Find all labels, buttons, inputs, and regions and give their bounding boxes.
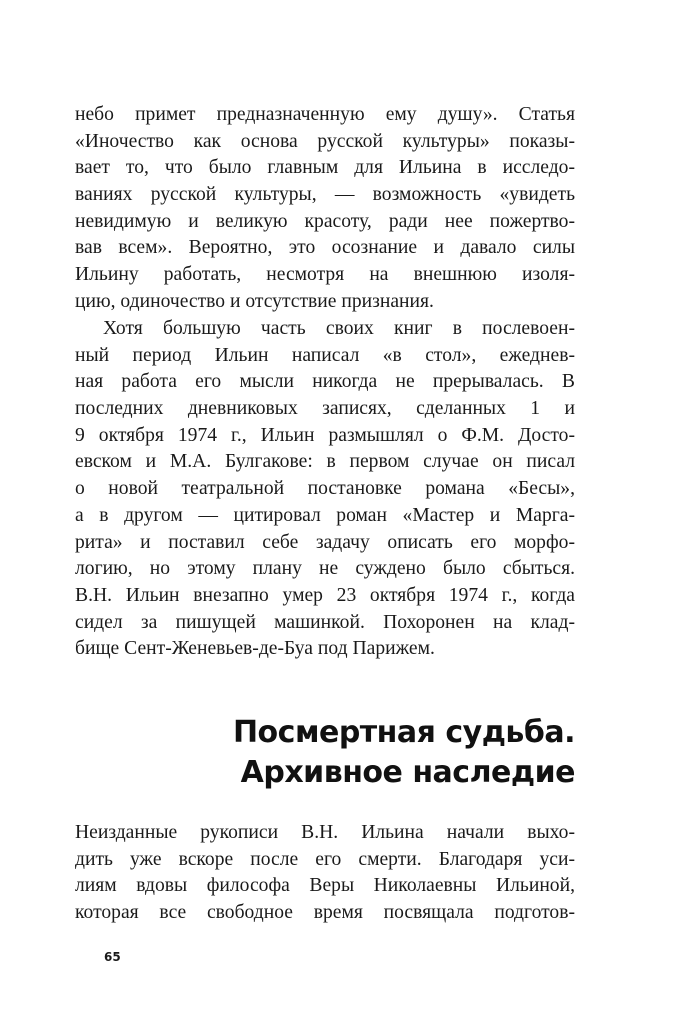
paragraph-line: последних дневниковых записях, сделанных 1 и (75, 398, 575, 420)
paragraph-3 (75, 820, 575, 927)
paragraph-line: бище Сент-Женевьев-де-Буа под Парижем. (75, 638, 435, 660)
paragraph-line: евском и М.А. Булгакове: в первом случае он писал (75, 451, 575, 473)
paragraph-line: Неизданные рукописи В.Н. Ильина начали выхо- (75, 822, 575, 843)
paragraph-line: «Иночество как основа русской культуры» показы- (75, 130, 575, 152)
paragraph-line: о новой театральной постановке романа «Бесы», (75, 478, 575, 500)
paragraph-line: вав всем». Вероятно, это осознание и давало силы (75, 237, 575, 259)
paragraph-line: логию, но этому плану не суждено было сбыться. (75, 558, 575, 580)
paragraph-line: В.Н. Ильин внезапно умер 23 октября 1974 г., когда (75, 584, 575, 606)
paragraph-line: 9 октября 1974 г., Ильин размышлял о Ф.М. Досто- (75, 424, 575, 446)
section-heading-line-2: Архивное наследие (240, 755, 575, 790)
section-heading-line-1: Посмертная судьба. (232, 715, 575, 750)
paragraph-line: которая все свободное время посвящала подготов- (75, 902, 575, 924)
paragraph-line: ная работа его мысли никогда не прерывалась. В (75, 371, 575, 393)
paragraph-line: дить уже вскоре после его смерти. Благодаря уси- (75, 848, 575, 870)
paragraph-line: ный период Ильин написал «в стол», ежеднев- (75, 344, 575, 366)
paragraph-line: цию, одиночество и отсутствие признания. (75, 290, 434, 312)
paragraph-line: ваниях русской культуры, — возможность «увидеть (75, 184, 575, 206)
paragraph-line: лиям вдовы философа Веры Николаевны Ильиной, (75, 875, 575, 897)
paragraph-2 (75, 316, 575, 663)
paragraph-line: Ильину работать, несмотря на внешнюю изоля- (75, 264, 575, 286)
paragraph-line: рита» и поставил себе задачу описать его морфо- (75, 531, 575, 553)
paragraph-line: вает то, что было главным для Ильина в исследо- (75, 157, 575, 179)
paragraph-line: сидел за пишущей машинкой. Похоронен на клад- (75, 611, 575, 633)
paragraph-line: Хотя большую часть своих книг в послевоен- (103, 318, 575, 339)
paragraph-1 (75, 102, 575, 316)
paragraph-line: а в другом — цитировал роман «Мастер и Марга- (75, 504, 575, 526)
paragraph-line: небо примет предназначенную ему душу». Статья (75, 104, 575, 125)
page-number: 65 (104, 950, 121, 964)
paragraph-line: невидимую и великую красоту, ради нее пожертво- (75, 210, 575, 232)
section-heading (155, 713, 575, 793)
